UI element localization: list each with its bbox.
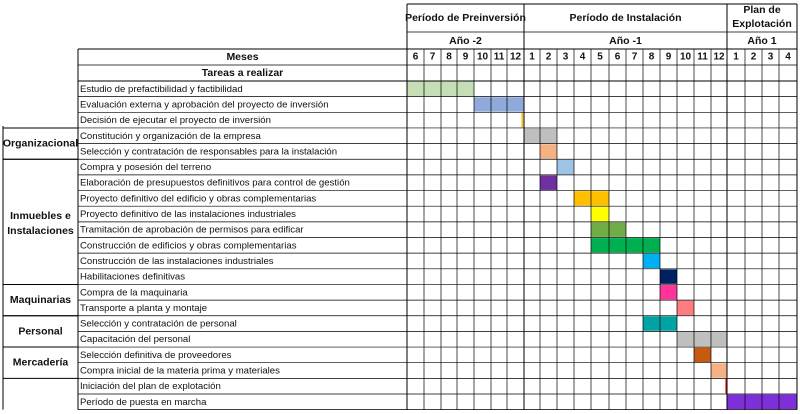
- month-tick-label: 11: [493, 51, 505, 63]
- month-tick-label: 10: [476, 51, 489, 63]
- task-bar: [660, 285, 677, 299]
- task-name: Tramitación de aprobación de permisos para edificar: [80, 224, 304, 236]
- task-bar: [677, 301, 694, 315]
- year-label: Año -2: [449, 35, 482, 47]
- task-bar: [557, 160, 574, 174]
- month-tick-label: 4: [785, 51, 791, 63]
- task-name: Construcción de edificios y obras complementarias: [80, 240, 297, 252]
- task-name: Iniciación del plan de explotación: [80, 381, 221, 393]
- task-bar: [540, 176, 557, 190]
- task-bar: [524, 129, 557, 143]
- group-label: Maquinarias: [9, 294, 72, 307]
- month-tick-label: 9: [665, 51, 672, 63]
- period-label: Período de Preinversión: [405, 12, 526, 24]
- task-name: Compra inicial de la materia prima y materiales: [80, 365, 280, 377]
- month-tick-label: 5: [597, 51, 603, 63]
- period-label: Plan de Explotación: [732, 4, 792, 30]
- months-label: Meses: [226, 51, 259, 63]
- task-name: Constitución y organización de la empresa: [80, 130, 261, 142]
- task-bar: [591, 238, 660, 252]
- task-bar: [474, 97, 524, 111]
- month-tick-label: 7: [429, 51, 436, 63]
- bars-layer: [407, 82, 797, 409]
- task-name: Proyecto definitivo del edificio y obras complementarias: [80, 193, 317, 205]
- task-name: Período de puesta en marcha: [80, 396, 207, 408]
- task-bar: [591, 207, 609, 221]
- task-name: Compra y posesión del terreno: [80, 162, 212, 174]
- month-tick-label: 2: [750, 51, 757, 63]
- month-tick-label: 4: [579, 51, 586, 63]
- month-tick-label: 11: [697, 51, 708, 63]
- tasks-label: Tareas a realizar: [201, 67, 284, 79]
- month-tick-label: 8: [648, 51, 655, 63]
- month-tick-label: 1: [529, 51, 535, 63]
- month-tick-label: 12: [713, 51, 725, 63]
- task-name: Evaluación externa y aprobación del proyecto de inversión: [80, 99, 329, 111]
- task-name: Selección y contratación de personal: [80, 318, 237, 330]
- task-name: Capacitación del personal: [80, 334, 191, 346]
- task-name: Selección definitiva de proveedores: [80, 349, 232, 361]
- month-tick-label: 7: [631, 51, 638, 63]
- month-tick-label: 6: [412, 51, 419, 63]
- month-tick-label: 12: [509, 51, 522, 63]
- task-bar: [660, 269, 677, 283]
- task-name: Elaboración de presupuestos definitivos para control de gestión: [80, 177, 350, 189]
- group-label: Personal: [18, 325, 63, 338]
- task-bar: [711, 363, 727, 377]
- task-bar: [591, 222, 626, 236]
- task-name: Proyecto definitivo de las instalaciones industriales: [80, 209, 296, 221]
- task-name: Estudio de prefactibilidad y factibilidad: [80, 83, 243, 95]
- group-label: Organizacional: [2, 137, 79, 150]
- task-name: Habilitaciones definitivas: [80, 271, 186, 283]
- month-tick-label: 1: [733, 51, 739, 63]
- group-label: Inmuebles e Instalaciones: [7, 209, 74, 237]
- task-bar: [643, 254, 660, 268]
- group-label: Mercadería: [12, 356, 69, 369]
- task-bar: [521, 113, 523, 127]
- task-name: Decisión de ejecutar el proyecto de inversión: [80, 115, 271, 127]
- task-bar: [407, 82, 474, 96]
- period-label: Período de Instalación: [569, 12, 682, 24]
- task-name: Transporte a planta y montaje: [80, 302, 208, 314]
- month-tick-label: 9: [462, 51, 469, 63]
- task-bar: [540, 144, 557, 158]
- month-tick-label: 2: [545, 51, 552, 63]
- grid-layer: [3, 4, 797, 410]
- task-name: Compra de la maquinaria: [80, 287, 188, 299]
- task-name: Construcción de las instalaciones industriales: [80, 255, 274, 267]
- task-name: Selección y contratación de responsables para la instalación: [80, 146, 338, 158]
- year-label: Año 1: [747, 35, 777, 47]
- month-tick-label: 8: [446, 51, 452, 63]
- month-tick-label: 10: [679, 51, 692, 63]
- task-bar: [694, 348, 711, 362]
- task-bar: [574, 191, 609, 205]
- month-tick-label: 6: [614, 51, 621, 63]
- month-tick-label: 3: [562, 51, 569, 63]
- year-label: Año -1: [609, 35, 642, 47]
- month-tick-label: 3: [767, 51, 774, 63]
- task-bar: [677, 332, 727, 346]
